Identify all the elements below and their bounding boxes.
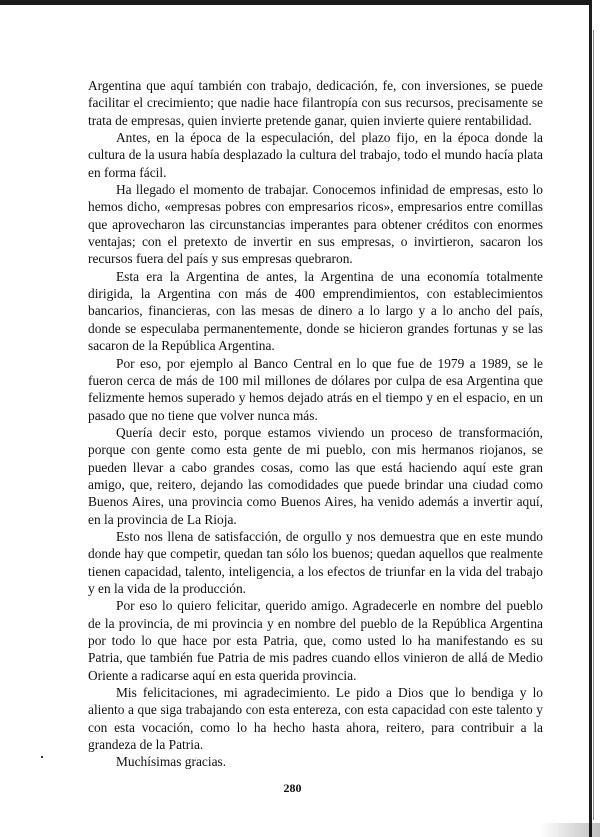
scan-right-edge-line xyxy=(593,30,594,820)
paragraph: Esto nos llena de satisfacción, de orgullo y nos demuestra que en este mundo donde hay que competir, quedan tan sólo los buenos; quedan aquellos que realmente tienen capacidad, talento, inteligencia, a los efectos de triunfar en la vida del trabajo y en la vida de la producción. xyxy=(88,528,543,596)
page-body xyxy=(88,77,543,771)
scan-top-edge xyxy=(0,0,600,5)
paragraph-continued: Argentina que aquí también con trabajo, dedicación, fe, con inversiones, se puede facilitar el crecimiento; que nadie hace filantropía con sus recursos, precisamente se trata de empresas, quien invierte pretende ganar, quien invierte quiere rentabilidad. xyxy=(88,78,543,128)
paragraph: Antes, en la época de la especulación, del plazo fijo, en la época donde la cultura de la usura había desplazado la cultura del trabajo, todo el mundo hacía plata en forma fácil. xyxy=(88,130,543,180)
page-number: 280 xyxy=(283,781,302,795)
paragraph: Ha llegado el momento de trabajar. Conocemos infinidad de empresas, esto lo hemos dicho, «empresas pobres con empresarios ricos», empresarios entre comillas que aprovecharon las circunstancias imperantes para obtener créditos con enormes ventajas; con el pretexto de invertir en sus empresas, o invirtieron, sacaron los recursos fuera del país y sus empresas quebraron. xyxy=(88,182,543,267)
paragraph: Mis felicitaciones, mi agradecimiento. Le pido a Dios que lo bendiga y lo aliento a que siga trabajando con esta entereza, con esta capacidad con este talento y con esta vocación, como lo ha hecho hasta ahora, reitero, para contribuir a la grandeza de la Patria. xyxy=(88,685,543,753)
paragraph-closing: Muchísimas gracias. xyxy=(116,754,227,770)
scan-bottom-shade xyxy=(540,823,600,837)
paragraph: Quería decir esto, porque estamos viviendo un proceso de transformación, porque con gente como esta gente de mi pueblo, con mis hermanos riojanos, se pueden llevar a cabo grandes cosas, como las que está haciendo aquí este gran amigo, que, reitero, dejando las comodidades que puede brindar una ciudad como Buenos Aires, una provincia como Buenos Aires, ha venido además a invertir aquí, en la provincia de La Rioja. xyxy=(88,424,543,527)
paragraph: Esta era la Argentina de antes, la Argentina de una economía totalmente dirigida, la Argentina con más de 400 emprendimientos, con establecimientos bancarios, financieras, con las mesas de dinero a lo largo y a lo ancho del país, donde se especulaba permanentemente, donde se hicieron grandes fortunas y se las sacaron de la República Argentina. xyxy=(88,268,543,354)
scan-right-edge xyxy=(589,0,600,837)
margin-speck xyxy=(41,756,43,758)
paragraph: Por eso, por ejemplo al Banco Central en lo que fue de 1979 a 1989, se le fueron cerca de más de 100 mil millones de dólares por culpa de esa Argentina que felizmente hemos superado y hemos dejado atrás en el tiempo y en el espacio, en un pasado que no tiene que volver nunca más. xyxy=(88,355,543,423)
paragraph: Por eso lo quiero felicitar, querido amigo. Agradecerle en nombre del pueblo de la provincia, de mi provincia y en nombre del pueblo de la República Argentina por todo lo que hace por esta Patria, que, como usted lo ha manifestando es su Patria, que también fue Patria de mis padres cuando ellos vinieron de allá de Medio Oriente a radicarse aquí en esta querida provincia. xyxy=(88,598,543,683)
